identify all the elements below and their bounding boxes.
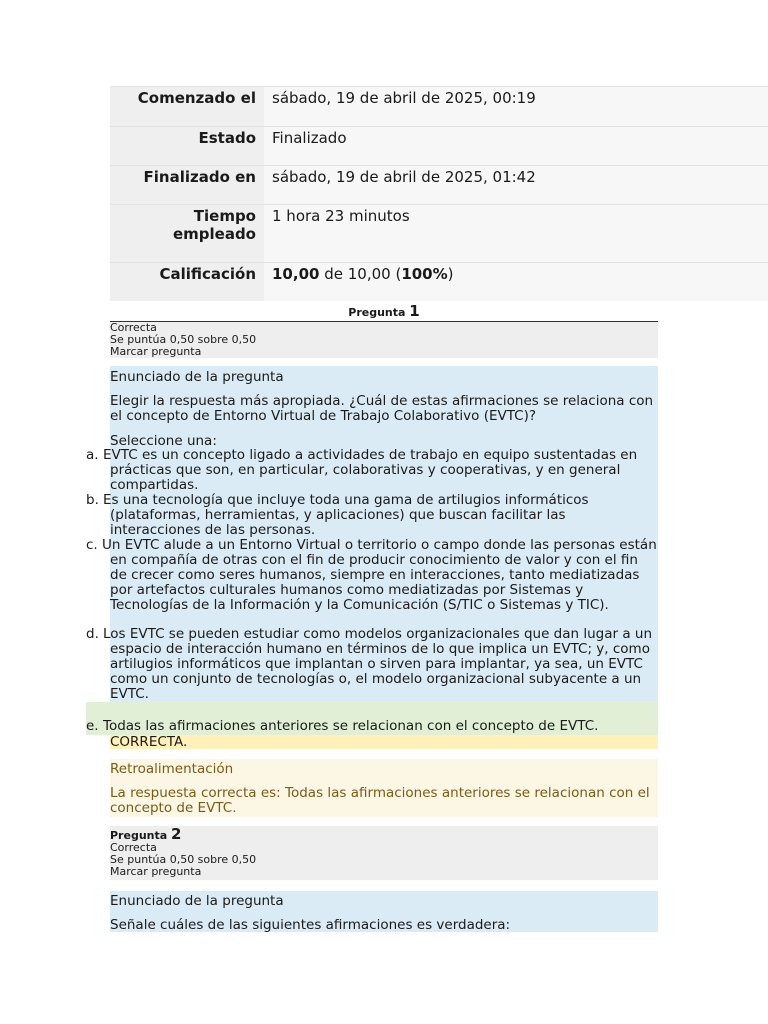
option-letter: e. (86, 718, 99, 734)
summary-value: 10,00 de 10,00 (100%) (272, 265, 454, 283)
question-status: Correcta (110, 841, 157, 854)
grade-value: 10,00 (272, 265, 320, 283)
result-text: CORRECTA. (110, 734, 188, 750)
answer-option-e[interactable] (86, 719, 658, 734)
question-title: Pregunta 2 (110, 825, 182, 843)
question-prompt: Señale cuáles de las siguientes afirmaciones es verdadera: (110, 917, 511, 933)
attempt-summary-table (110, 86, 768, 301)
flag-question-link[interactable]: Marcar pregunta (110, 865, 202, 878)
question-number: 1 (409, 302, 420, 320)
option-letter: d. (86, 626, 99, 642)
question-heading: Enunciado de la pregunta (110, 893, 284, 909)
question-score: Se puntúa 0,50 sobre 0,50 (110, 333, 257, 346)
summary-value: sábado, 19 de abril de 2025, 01:42 (272, 168, 536, 186)
summary-label: Tiempo (193, 207, 256, 225)
summary-value: 1 hora 23 minutos (272, 207, 410, 225)
feedback-text: La respuesta correcta es: Todas las afirmaciones anteriores se relacionan con el concepto de EVTC. (110, 785, 650, 816)
option-text: EVTC es un concepto ligado a actividades de trabajo en equipo sustentadas en prácticas que son, en particular, colaborativas y cooperativas, y en general compartidas. (103, 447, 638, 493)
option-letter: c. (86, 537, 98, 553)
question-1-info (110, 302, 658, 358)
grade-percent: 100% (401, 265, 448, 283)
summary-value: Finalizado (272, 129, 347, 147)
answer-option-b[interactable] (86, 493, 658, 538)
summary-label: Finalizado en (143, 168, 256, 186)
summary-row-state (110, 127, 768, 166)
feedback-box (110, 759, 658, 817)
option-text: Los EVTC se pueden estudiar como modelos organizacionales que dan lugar a un espacio de interacción humano en términos de lo que implica un EVTC; y, como artilugios informáticos que implantan o sirven para implantar, ya sea, un EVTC como un conjunto de tecnologías o, el modelo organizacional subyacente a un EVTC. (103, 626, 653, 702)
question-title: Pregunta 1 (110, 302, 658, 322)
question-prompt: Elegir la respuesta más apropiada. ¿Cuál de estas afirmaciones se relaciona con el concepto de Entorno Virtual de Trabajo Colaborativo (EVTC)? (110, 393, 654, 424)
option-text: Un EVTC alude a un Entorno Virtual o territorio o campo donde las personas están en compañía de otras con el fin de producir conocimiento de valor y con el fin de crecer como seres humanos, siempre en interacciones, tanto mediatizadas por artefactos culturales humanos como mediatizadas por Sistemas y Tecnologías de la Información y la Comunicación (S/TIC o Sistemas y TIC). (102, 537, 657, 613)
summary-label: Calificación (159, 265, 256, 283)
summary-value: sábado, 19 de abril de 2025, 00:19 (272, 89, 536, 107)
question-heading: Enunciado de la pregunta (110, 369, 284, 385)
summary-row-time-taken (110, 205, 768, 263)
summary-label: empleado (172, 225, 256, 243)
feedback-heading: Retroalimentación (110, 761, 234, 777)
answer-option-c[interactable] (86, 538, 658, 613)
option-letter: b. (86, 492, 99, 508)
question-number: 2 (171, 825, 182, 843)
summary-row-grade (110, 263, 768, 301)
summary-row-finished (110, 166, 768, 205)
flag-question-link[interactable]: Marcar pregunta (110, 345, 202, 358)
summary-row-started (110, 87, 768, 127)
summary-label: Comenzado el (137, 89, 256, 107)
question-score: Se puntúa 0,50 sobre 0,50 (110, 853, 257, 866)
question-2-info (110, 826, 658, 880)
question-2-content (110, 891, 658, 932)
answer-option-a[interactable] (86, 448, 658, 493)
option-letter: a. (86, 447, 99, 463)
summary-label: Estado (198, 129, 256, 147)
question-status: Correcta (110, 321, 157, 334)
select-one-label: Seleccione una: (110, 433, 217, 449)
option-text: Todas las afirmaciones anteriores se relacionan con el concepto de EVTC. (103, 718, 599, 734)
option-text: Es una tecnología que incluye toda una gama de artilugios informáticos (plataformas, herramientas, y aplicaciones) que buscan facilitar las interacciones de las personas. (103, 492, 589, 538)
answer-option-d[interactable] (86, 627, 658, 702)
result-banner (110, 735, 658, 749)
